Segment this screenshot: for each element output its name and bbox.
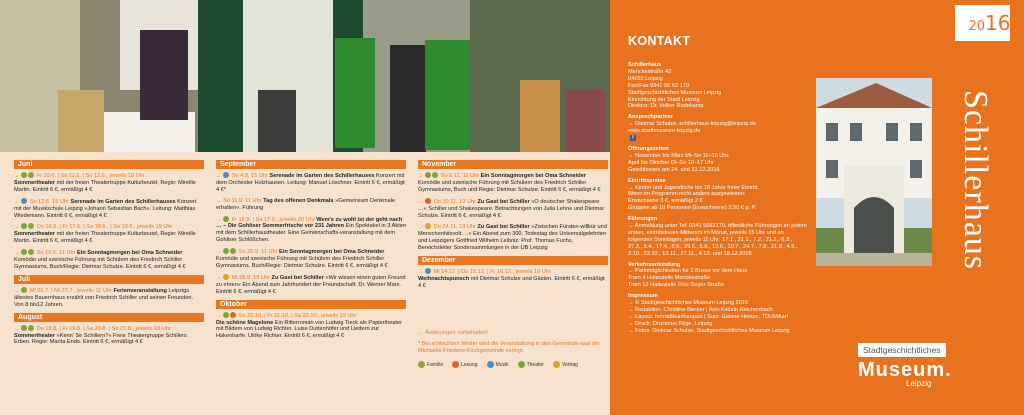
- note-weather: * Bei schlechtem Wetter wird die Veranstaltung in den Gemeinde-saal der Michaelis-Friedens-Kirchgemeinde verlegt.: [418, 340, 601, 354]
- tours-line: 2.10., 23.10., 13.11., 27.11., 4.12. und 18.12.2016: [628, 250, 752, 257]
- address-line: 04155 Leipzig: [628, 75, 663, 82]
- program-column-2: [216, 158, 406, 415]
- year-badge: 2016: [955, 5, 1024, 41]
- program-column-3: [418, 158, 608, 415]
- vertical-title: Schillerhaus: [957, 89, 995, 271]
- transit-line: → Parkmöglichkeiten für 2 Busse vor dem Haus: [628, 268, 748, 275]
- hours-heading: Öffnungszeiten: [628, 145, 669, 152]
- theater-photo: [0, 0, 610, 152]
- logo-line-1: Stadtgeschichtliches: [858, 343, 946, 357]
- tours-line: ersten, eintrittsfreien Mittwoch im Monat, jeweils 15 Uhr und an: [628, 229, 784, 236]
- month-header: Juli: [14, 275, 204, 284]
- logo-line-2: Museum.: [858, 359, 952, 381]
- transit-line: Tram 12 Haltestelle Fritz-Seger-Straße: [628, 282, 725, 289]
- event-item: → Do 16.6. | Fr 17.6. | Sa 18.6., | So 19.6., jeweils 19 Uhr Sommertheater mit der freien Theatertruppe Kulturbeutel, Regie: Mireille Martin. Eintritt 6 €, ermäßigt 4 €: [14, 224, 196, 245]
- institution-name: Schillerhaus: [628, 62, 662, 68]
- month-header: Oktober: [216, 300, 406, 309]
- website-link[interactable]: www.stadtmuseum-leipzig.de: [628, 128, 701, 135]
- tours-line: folgenden Sonntagen, jeweils 11 Uhr: 17.1., 31.1., 7.2., 21.2., 6.3.,: [628, 236, 793, 243]
- address-line: Menckestraße 42: [628, 68, 672, 75]
- program-column-1: [14, 158, 204, 415]
- event-item: → So 25.9. 11 Uhr Ein Sonntagmorgen bei Oma Schneider Komödie und szenische Führung mit Schülern des Friedrich Schiller Gymnasiums, Buch/Regie: Dietmar Schulze. Eintritt 6 €, ermäßigt 4 €: [216, 249, 388, 269]
- logo-line-3: Leipzig: [906, 379, 932, 388]
- address-line: Direktor: Dr. Volker Rodekamp: [628, 103, 704, 110]
- event-item: → Mi 14.12. | Do 15.12. | Fr 16.12., jeweils 19 Uhr Weihnachtspunsch mit Dietmar Schulze und Gästen. Eintritt 6 €, ermäßigt 4 €: [418, 269, 605, 289]
- event-item: → Mi 28.9. 19 Uhr Zu Gast bei Schiller »Wir wissen einen guten Freund zu ehren« Ein Abend zum Jahrhundert der Freundschaft. Dr. Werner Marx. Eintritt 6 €, ermäßigt 4 €: [216, 274, 406, 295]
- address-line: Einrichtung der Stadt Leipzig: [628, 96, 700, 103]
- tours-line: 27.3., 3.4., 17.4., 8.5., 29.5., 5.6., 12.6., 10.7., 24.7., 7.8., 21.8., 4.9.,: [628, 243, 798, 250]
- partner-heading: Ansprechpartner: [628, 114, 674, 121]
- imprint-line: → © Stadtgeschichtliches Museum Leipzig 2016: [628, 300, 749, 307]
- note-changes: → Änderungen vorbehalten!: [418, 329, 488, 336]
- legend-lesung: Lesung: [452, 361, 477, 369]
- program-columns: [0, 158, 610, 415]
- month-header: Dezember: [418, 256, 608, 265]
- month-header: November: [418, 160, 608, 169]
- event-item: → Mi 20.7. | Mi 27.7., jeweils 11 Uhr Ferienveranstaltung Leipzigs ältestes Bauernhaus erzählt von Friedrich Schiller und seinen Freunden. Von 8 bis12 Jahren.: [14, 287, 194, 308]
- imprint-line: → Redaktion: Christine Becker | Ann-Kathrin Reichenbach: [628, 307, 773, 313]
- imprint-heading: Impressum: [628, 293, 658, 300]
- month-header: September: [216, 160, 406, 169]
- event-item: → Do 24.11. 19 Uhr Zu Gast bei Schiller »Zwischen Fürsten-willkür und Menschenhitsvolt …« Ein Abend zum 300. Todestag des Universalgelehrten und Leipzigers Gottfried Wilhelm Leibniz. Prof. Thomas Fuchs, Bereichsleiter Sondersammlungen in der UB Leipzig: [418, 224, 607, 252]
- entry-line: Gruppen ab 10 Personen (Erwachsene) 2,50 € p. P.: [628, 205, 757, 212]
- imprint-line: → Druck: Druckerei Pöge, Leipzig: [628, 320, 713, 327]
- legend-familie: Familie: [418, 361, 443, 369]
- entry-line: Erwachsene 3 €, ermäßigt 2 €: [628, 198, 703, 205]
- legend-theater: Theater: [518, 361, 544, 369]
- legend-musik: Musik: [487, 361, 509, 369]
- tours-heading: Führungen: [628, 216, 658, 223]
- entry-line: Wenn im Programm nicht anders ausgewiesen:: [628, 191, 746, 198]
- month-header: August: [14, 313, 204, 322]
- legend-vortrag: Vortrag: [553, 361, 578, 369]
- month-header: Juni: [14, 160, 204, 169]
- schillerhaus-photo: [816, 78, 932, 266]
- transit-line: Tram 4 Haltestelle Menckestraße: [628, 275, 711, 282]
- transit-heading: Verkehrsanbindung: [628, 261, 681, 268]
- event-item: → Do 18.8. | Fr 19.8. | Sa 20.8. | So 21.8., jeweils 19 Uhr Sommertheater »Kenn' Se Schillern?« Freie Theatergruppe Schillers Erben. Regie: Marita Endo. Eintritt 6 €, ermäßigt 4 €: [14, 325, 187, 346]
- address-line: Stadtgeschichtliches Museum Leipzig: [628, 89, 722, 96]
- contact-email-link[interactable]: → Dietmar Schulze, schillerhaus-leipzig@leipzig.de: [628, 121, 756, 128]
- event-item: → So 6.11. 11 Uhr Ein Sonntagmorgen bei Oma Schneider Komödie und szenische Führung mit Schülern des Friedrich Schiller Gymnasiums, Buch und Regie: Dietmar Schulze. Eintritt 6 €, ermäßigt 4 €: [418, 173, 601, 193]
- phone-line: Fon/Fax 0341 56 62 170: [628, 82, 689, 89]
- hours-line: April bis Oktober Di–So 10–17 Uhr: [628, 159, 714, 166]
- hours-line: Geschlossen am 24. und 31.12.2016: [628, 166, 720, 173]
- facebook-icon[interactable]: f: [630, 135, 636, 141]
- hours-line: → November bis März Mi–So 11–16 Uhr,: [628, 152, 730, 159]
- event-item: → So 19.6. 11 Uhr Ein Sonntagmorgen bei Oma Schneider Komödie und szenische Führung mit Schülern des Friedrich Schiller Gymnasiums, Buch/Regie: Dietmar Schulze. Eintritt 6 €, ermäßigt 4 €: [14, 250, 186, 270]
- icon-legend: [418, 361, 608, 369]
- event-item: → Fr 16.9. | Sa 17.9., jeweils 20 Uhr Wem's zu wohl ist der geht nach … – Die Gohliser Sommerfrische vor 231 Jahren Ein Spektakel in 3 Akten mit dem Schillerhaustheater. Eine Gemeinschafts-veranstaltung mit dem Gohliser Schlößchen.: [216, 216, 406, 244]
- event-item: → So 4.9. 15 Uhr Serenade im Garten des Schillerhauses Konzert mit dem Orchester Holzhausen. Leitung: Manuel Löschner. Eintritt 6 €, ermäßigt 4 €*: [216, 173, 405, 193]
- event-item: → Fr 10.6. | Sa 11.6. | So 12.6., jeweils 19 Uhr Sommertheater mit der freien Theatertruppe Kulturbeutel, Regie: Mireille Martin. Eintritt 6 €, ermäßigt 4 €: [14, 173, 196, 193]
- event-item: → So 11.9. 11 Uhr Tag des offenen Denkmals »Gemeinsam Denkmale erhalten«. Führung: [216, 197, 396, 211]
- imprint-line: → Layout: hofrat&kunftsreport | Satz: Gabine Heinze, TOUMAar!: [628, 313, 789, 320]
- imprint-line: → Fotos: Dietmar Schulze, Stadtgeschichtliches Museum Leipzig: [628, 327, 790, 334]
- contact-heading: KONTAKT: [628, 34, 691, 48]
- event-item: → So 12.6. 15 Uhr Serenade im Garten des Schillerhauses Konzert mit der Musikschule Leipzig »Johann Sebastian Bach«. Leitung: Matthias Wiedemann. Eintritt 6 €, ermäßigt 4 €: [14, 198, 197, 219]
- event-item: → So 20.10. | Fr 21.10. | Sa 22.10., jeweils 19 Uhr Die schöne Magelone Ein Ritterroman von Ludwig Tieck als Papiertheater mit Bildern von Ludwig Richter. Luise Duttenhöfer und Liedern zur Hakenharfe. Ulrike Richter. Eintritt 6 €, ermäßigt 4 €: [216, 312, 402, 340]
- museum-logo: [858, 340, 1024, 390]
- contact-info: [628, 62, 813, 335]
- entry-heading: Eintrittspreise: [628, 177, 666, 184]
- entry-line: → Kinder und Jugendliche bis 18 Jahre freier Eintritt.: [628, 184, 759, 191]
- tours-line: → Anmeldung unter Tel. 0341 5662170, öffentliche Führungen an jedem: [628, 223, 807, 230]
- event-item: → Do 10.11. 19 Uhr Zu Gast bei Schiller »O deutscher Shakespeare …« Schiller und Shakespeare. Betrachtungen von Julia Lehne und Dietmar Schulze. Eintritt 6 €, ermäßigt 4 €: [418, 198, 605, 219]
